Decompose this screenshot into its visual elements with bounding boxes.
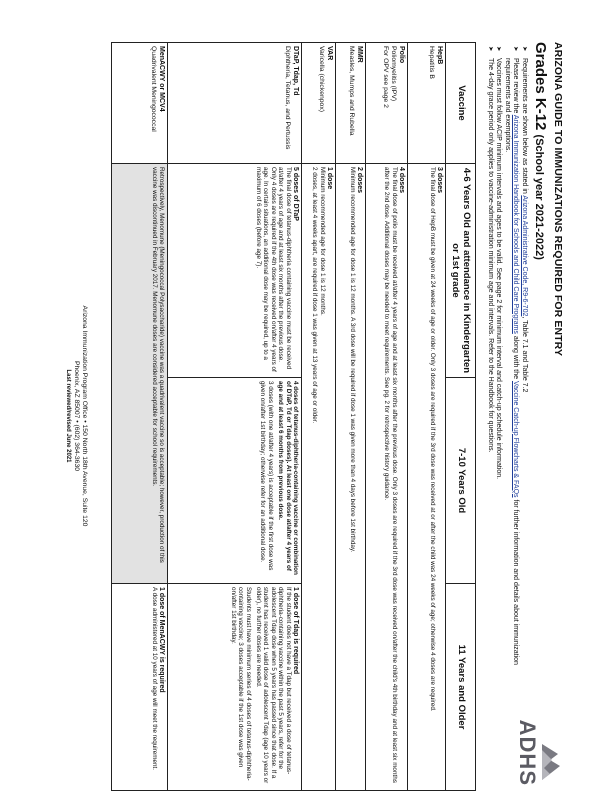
menacwy-retrospective-note: Retrospectively, Menomune (Meningococcal Polysaccharide) vaccine was a quadrivalent vaccine so is acceptable; however, production of this vaccine was discontinued in February 2017. Menomune doses are considered acceptable for school requirements. xyxy=(112,164,168,584)
requirement-menacwy-11-plus xyxy=(112,584,168,791)
footer-phone: Phoenix, AZ 85007 • (602) 364-3630 xyxy=(73,360,80,472)
vaccine-cell-dtap xyxy=(168,43,302,164)
bullet-text: , Table 7.1 and Table 7.2 xyxy=(521,316,528,393)
row-polio xyxy=(366,43,408,791)
grades-heading xyxy=(532,42,549,260)
vaccine-cell-hepb xyxy=(408,43,446,164)
vaccine-abbrev: VAR xyxy=(326,46,333,61)
dose-count: 1 dose xyxy=(326,167,333,190)
requirement-dtap-11-plus xyxy=(168,584,302,791)
requirement-mmr xyxy=(336,164,366,791)
row-var xyxy=(302,43,336,791)
bullet-text: along with the xyxy=(512,333,520,381)
footer-address: Arizona Immunization Program Office • 150 North 18th Avenue, Suite 120 xyxy=(81,305,88,527)
bullet-text: for further information and details about immunization requirements and exemptions. xyxy=(503,58,520,665)
bullet-handbook xyxy=(502,46,519,686)
dose-count: 5 doses of DTaP xyxy=(292,167,299,221)
vaccine-full-name: Poliomyelitis (IPV) xyxy=(390,46,397,102)
requirement-text: The final dose of polio must be received at/after 4 years of age and at least six months after the previous dose. Only 3 doses are required if the 3rd dose was received on/after the child's 4th birthday and at least six months after the 2nd dose. Additional doses may be needed to meet requirements. See pg. 2 for retrospective history guidance. xyxy=(383,167,398,783)
bullet-grace-period: ➤ The 4-day grace period only applies to vaccine-administration minimum age and intervals. Refer to the Handbook for questions. xyxy=(485,46,494,686)
dose-count: 4 doses of tetanus-diphtheria-containing vaccine or combination of DTaP, Td or Tdap doses). At least one dose at/after 4 years of age and at least 6 months from previous dose. xyxy=(277,381,299,575)
bullet-acip: ➤ Vaccines must follow ACIP minimum intervals and ages to be valid. See page 2 for minimum interval and catch-up schedule information. xyxy=(494,46,503,686)
requirement-text: Minimum recommended age for dose 1 is 12 months. A 3rd dose will be required if dose 1 was given more than 4 days before 1st birthday. xyxy=(348,167,356,553)
footer-revision: Last reviewed/revised June 2021 xyxy=(65,369,71,463)
row-mmr xyxy=(336,43,366,791)
row-dtap xyxy=(168,43,302,791)
bullet-requirements xyxy=(519,46,528,686)
requirement-dtap-7-10 xyxy=(168,378,302,584)
document-header xyxy=(478,42,566,790)
bullet-text: Please review the xyxy=(512,58,520,115)
document-title: ARIZONA GUIDE TO IMMUNIZATIONS REQUIRED FOR ENTRY xyxy=(552,42,564,357)
adhs-logo-text: ADHS xyxy=(515,719,540,786)
vaccine-abbrev: Polio xyxy=(398,46,405,64)
requirement-var xyxy=(302,164,336,791)
school-year: (School year 2021-2022) xyxy=(533,134,545,260)
vaccine-note: For OPV see page 2 xyxy=(382,46,389,108)
vaccine-cell-mmr xyxy=(336,43,366,164)
requirement-text: The final dose of tetanus-diphtheria containing vaccine must be received at/after 4 years of age and at least six months after the previous dose. Only 4 doses are required if the 4th dose was received on/after 4 years of age. In certain situations, an additional dose may be required, up to a maximum of 6 doses (before age 7). xyxy=(254,167,292,372)
bullet-text: Requirements are shown below as stated in xyxy=(521,58,528,196)
dose-count: 1 dose of Tdap is required xyxy=(292,587,299,675)
requirement-text: The final dose of HepB must be given at 24 weeks of age or older. Only 3 doses are required if the 3rd dose was received at or after the child was 24 weeks of age; otherwise 4 doses are required. xyxy=(428,167,436,712)
requirement-polio xyxy=(366,164,408,791)
vaccine-cell-var xyxy=(302,43,336,164)
admin-code-link[interactable]: Arizona Administrative Code, R9-6-702 xyxy=(521,195,528,317)
dose-count: 2 doses xyxy=(356,167,363,194)
document-footer xyxy=(64,42,88,790)
vaccine-full-name: Measles, Mumps and Rubella xyxy=(348,46,355,136)
grades-label: Grades K-12 xyxy=(532,42,549,131)
table-header-row xyxy=(446,43,476,791)
vaccine-full-name: Varicella (chickenpox) xyxy=(318,46,325,112)
catchup-flowcharts-link[interactable]: Vaccine Catch-up Flowcharts & FAQs xyxy=(512,380,520,498)
vaccine-full-name: Quadrivalent Meningococcal xyxy=(150,46,157,132)
row-hepb xyxy=(408,43,446,791)
header-vaccine: Vaccine xyxy=(446,43,476,164)
header-age-4-6: 4-6 Years Old and attendance in Kindergarten or 1st grade xyxy=(446,164,476,378)
requirement-text: If the student does not have a Tdap but received a dose of tetanus-diphtheria-containing vaccine within the past 5 years, refer for the adolescent Tdap dose when 5 years has passed since that dose. If a student has received 1 valid dose of adolescent Tdap (age 10 years or older), no further doses are needed. xyxy=(254,587,292,784)
rotated-document-page xyxy=(46,42,566,790)
vaccine-full-name: Diphtheria, Tetanus, and Pertussis xyxy=(284,46,291,150)
vaccine-abbrev: HepB xyxy=(436,46,443,65)
vaccine-abbrev: MenACWY or MCV4 xyxy=(158,46,165,112)
vaccine-abbrev: MMR xyxy=(356,46,363,63)
requirement-text: A dose administered at 10 years of age will meet the requirement. xyxy=(150,587,158,771)
vaccine-abbrev: DTaP, Tdap, Td xyxy=(292,46,299,96)
dose-count: 4 doses xyxy=(398,167,405,194)
header-age-7-10: 7-10 Years Old xyxy=(446,378,476,584)
dose-count: 3 doses xyxy=(436,167,443,194)
vaccine-cell-menacwy xyxy=(112,43,168,164)
adhs-logo xyxy=(510,708,564,788)
header-age-11-plus: 11 Years and Older xyxy=(446,584,476,791)
vaccine-cell-polio xyxy=(366,43,408,164)
immunization-requirements-table xyxy=(111,42,476,791)
row-menacwy xyxy=(112,43,168,791)
requirement-text: Minimum recommended age for dose 1 is 12 months. xyxy=(318,167,326,316)
requirement-text: 3 doses (with one at/after 4 years) is acceptable if the first dose was given on/after 1st birthday; otherwise refer for an additional dose. xyxy=(259,381,274,571)
requirement-text: Students must have minimum series of 4 doses of tetanus-diphtheria-containing vaccine; 3 doses acceptable if the 1st dose was given on/after 1st birthday. xyxy=(229,587,252,781)
intro-bullets xyxy=(485,46,528,686)
handbook-link[interactable]: Arizona Immunization Handbook for Schools and Child Care Programs xyxy=(512,114,520,334)
requirement-text: 2 doses, at least 4 weeks apart, are required if dose 1 was given at 13 years of age or older. xyxy=(311,167,319,424)
requirement-dtap-4-6 xyxy=(168,164,302,378)
adhs-logo-mark xyxy=(540,740,564,784)
requirement-hepb xyxy=(408,164,446,791)
dose-count: 1 dose of MenACWY is required xyxy=(158,587,165,693)
vaccine-full-name: Hepatitis B xyxy=(428,46,435,79)
